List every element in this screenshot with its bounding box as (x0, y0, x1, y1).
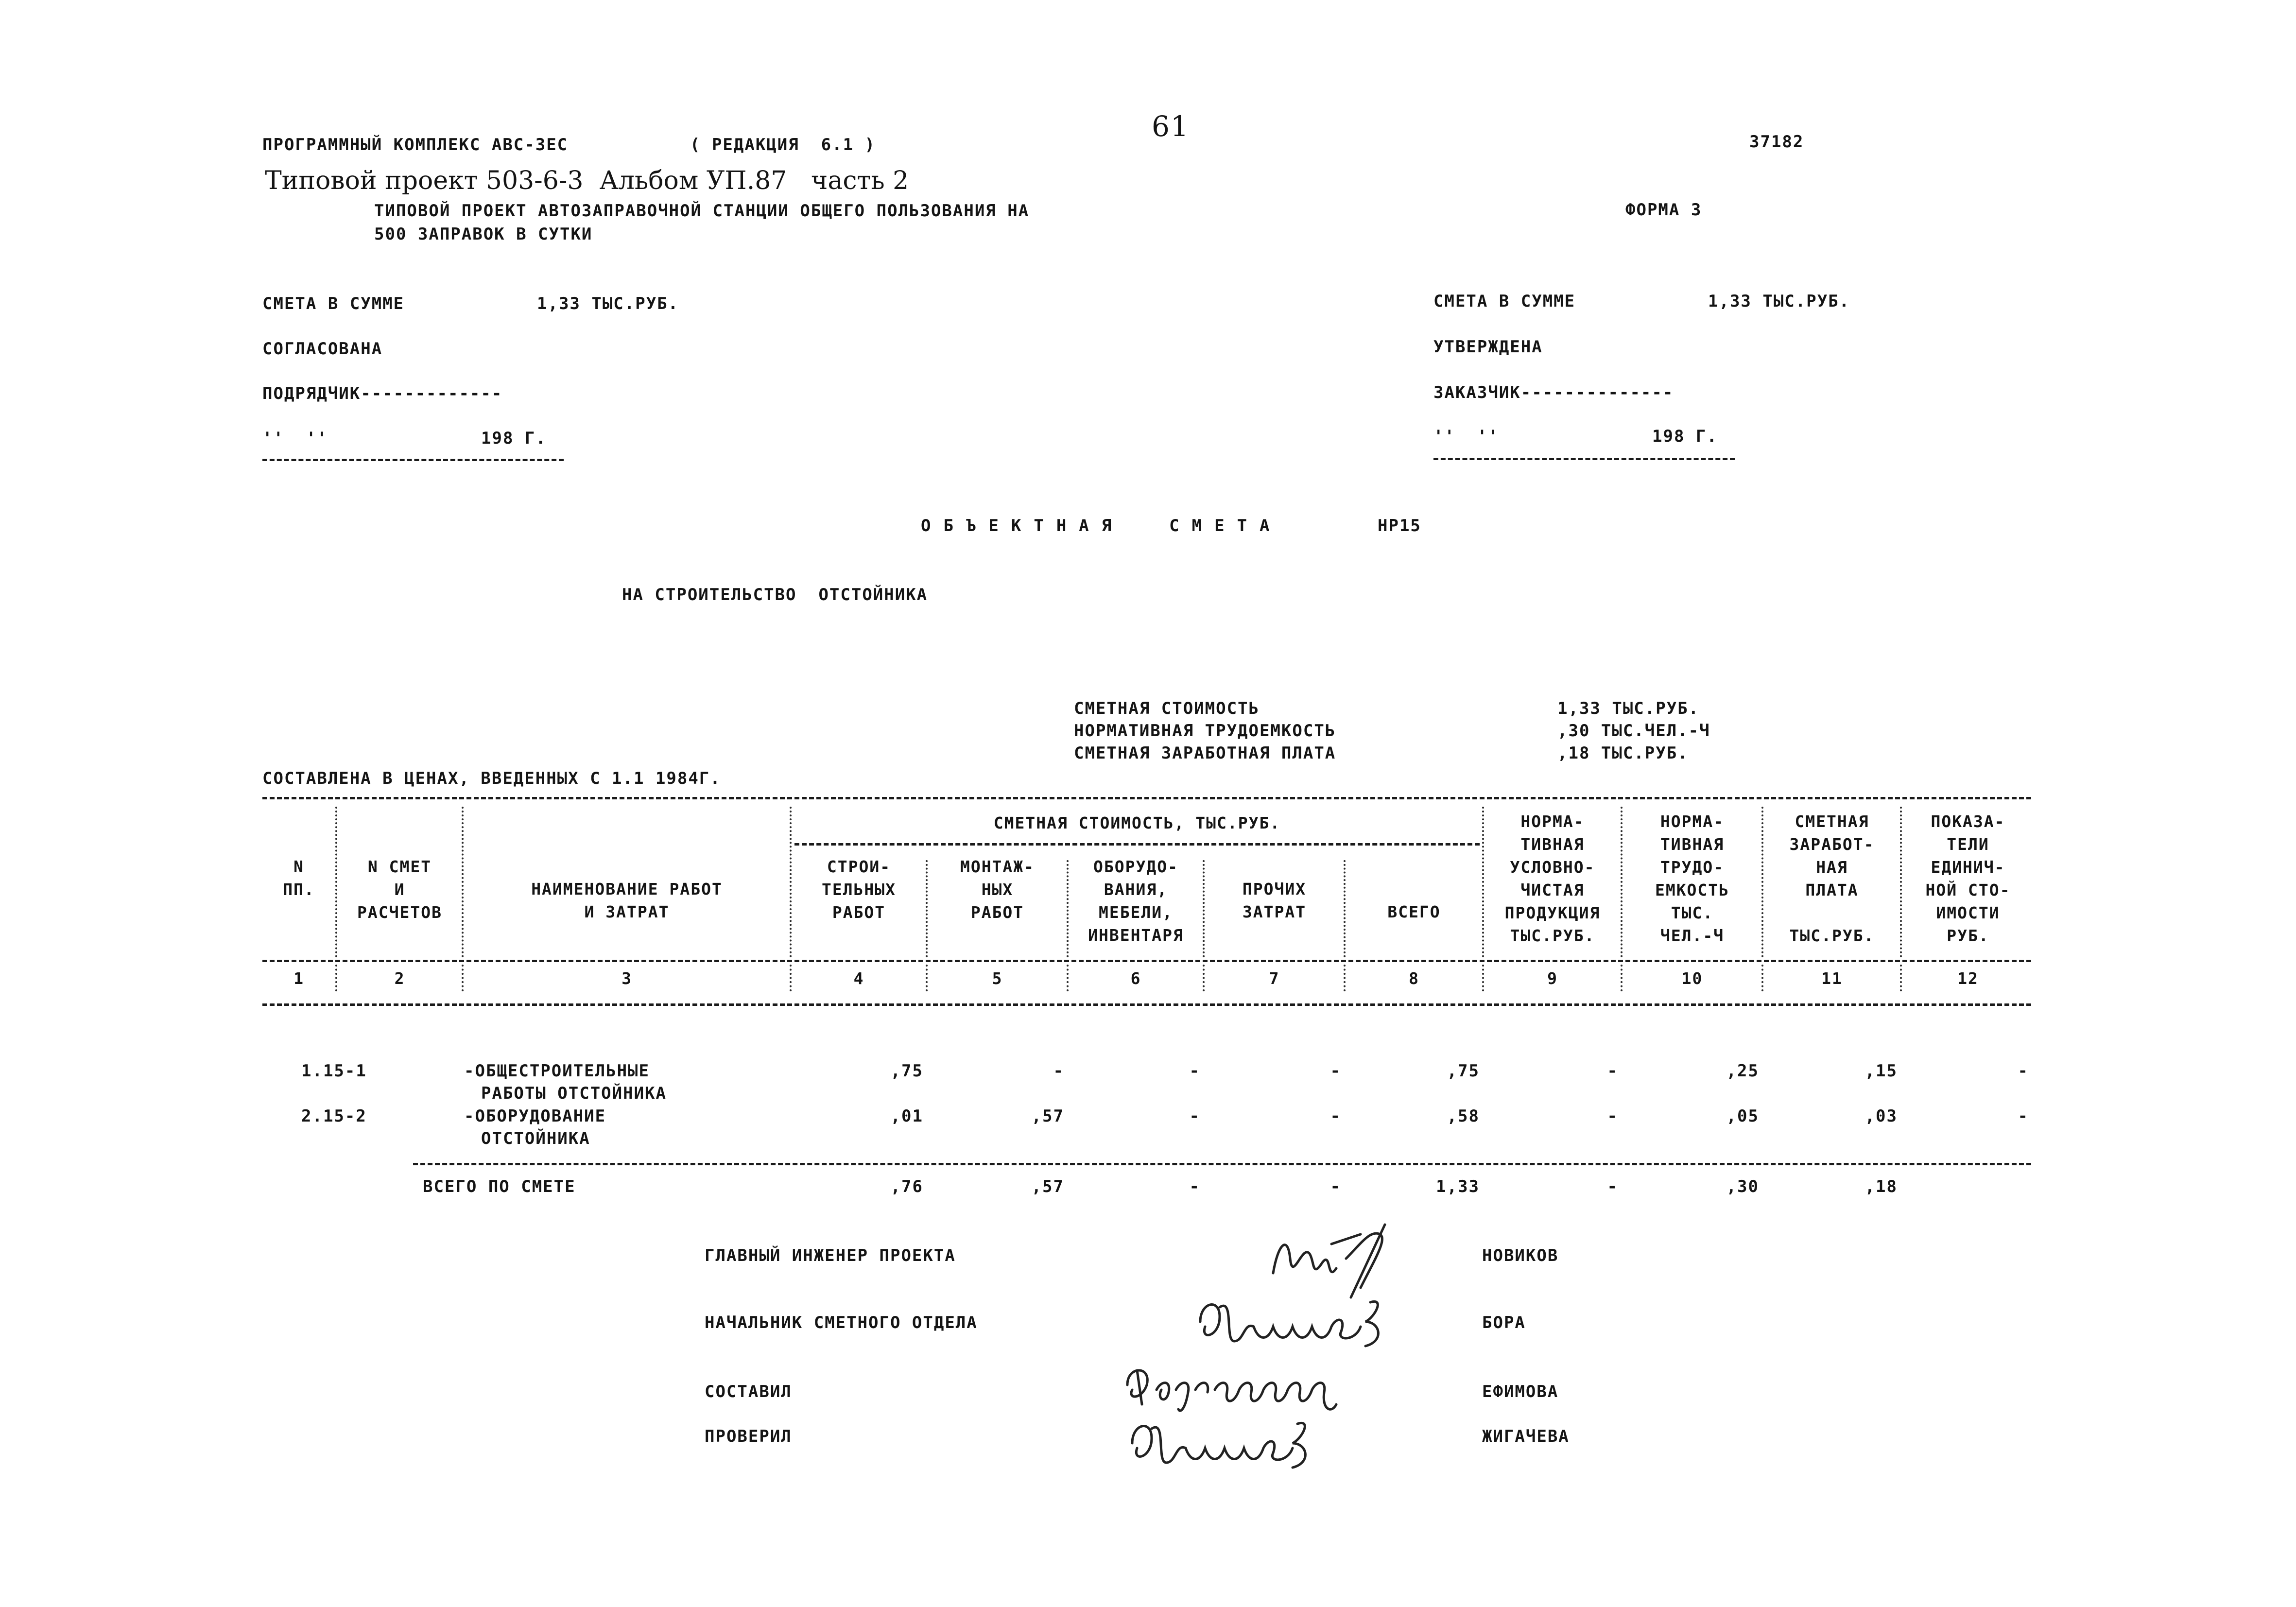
summary-value-cost: 1,33 ТЫС.РУБ. (1557, 699, 1700, 718)
col-header-wages: СМЕТНАЯ ЗАРАБОТ- НАЯ ПЛАТА ТЫС.РУБ. (1789, 812, 1875, 945)
signature-role: СОСТАВИЛ (705, 1382, 792, 1401)
document-title: ОБЪЕКТНАЯ СМЕТА (921, 516, 1282, 536)
table-top-rule (262, 797, 2031, 799)
total-labor: ,30 (1726, 1177, 1759, 1196)
left-date-quotes: '' '' (262, 429, 328, 448)
right-sum-value: 1,33 ТЫС.РУБ. (1708, 292, 1850, 311)
summary-label-labor: НОРМАТИВНАЯ ТРУДОЕМКОСТЬ (1074, 721, 1336, 741)
col-separator (1203, 965, 1205, 991)
cell-net-output: - (1607, 1061, 1618, 1081)
left-sum-value: 1,33 ТЫС.РУБ. (537, 294, 679, 313)
cell-equipment: - (1189, 1061, 1200, 1081)
total-installation: ,57 (1031, 1177, 1064, 1196)
right-party: ЗАКАЗЧИК-------------- (1433, 383, 1674, 402)
project-description-1: ТИПОВОЙ ПРОЕКТ АВТОЗАПРАВОЧНОЙ СТАНЦИИ ОБЩЕГО ПОЛЬЗОВАНИЯ НА (374, 201, 1030, 221)
col-header-total: ВСЕГО (1387, 902, 1441, 921)
col-separator (1344, 965, 1346, 991)
row-name-line1: -ОБОРУДОВАНИЕ (464, 1106, 606, 1126)
total-net-output: - (1607, 1177, 1618, 1196)
row-name-line2: РАБОТЫ ОТСТОЙНИКА (481, 1084, 667, 1103)
signature-name: БОРА (1482, 1313, 1526, 1332)
row-code: 2.15-2 (301, 1106, 367, 1126)
document-number-code: НР15 (1378, 516, 1421, 536)
cell-net-output: - (1607, 1106, 1618, 1126)
col-number: 4 (853, 969, 864, 988)
col-header-name: НАИМЕНОВАНИЕ РАБОТ И ЗАТРАТ (531, 880, 723, 921)
left-sum-label: СМЕТА В СУММЕ (262, 294, 405, 313)
col-number: 6 (1130, 969, 1141, 988)
group-header-cost: СМЕТНАЯ СТОИМОСТЬ, ТЫС.РУБ. (993, 813, 1281, 832)
row-code: 1.15-1 (301, 1061, 367, 1081)
col-number: 11 (1821, 969, 1843, 988)
col-separator (1761, 965, 1763, 991)
total-label: ВСЕГО ПО СМЕТЕ (423, 1177, 576, 1196)
cell-total: ,58 (1447, 1106, 1480, 1126)
project-line: Типовой проект 503-6-3 Альбом УП.87 часть 2 (265, 166, 909, 195)
col-separator (926, 965, 928, 991)
cell-construction: ,01 (890, 1106, 923, 1126)
summary-value-labor: ,30 ТЫС.ЧЕЛ.-Ч (1557, 721, 1710, 741)
cell-installation: - (1053, 1061, 1064, 1081)
col-number: 10 (1681, 969, 1703, 988)
col-separator (790, 807, 792, 957)
signature-role: ГЛАВНЫЙ ИНЖЕНЕР ПРОЕКТА (705, 1246, 956, 1265)
col-header-number: N ПП. (283, 857, 315, 899)
col-header-labor: НОРМА- ТИВНАЯ ТРУДО- ЕМКОСТЬ ТЫС. ЧЕЛ.-Ч (1655, 812, 1730, 945)
col-separator (1900, 965, 1902, 991)
col-separator (1203, 860, 1205, 957)
right-sum-label: СМЕТА В СУММЕ (1433, 292, 1576, 311)
col-separator (335, 965, 337, 991)
col-separator (1761, 807, 1763, 957)
cell-wages: ,03 (1864, 1106, 1898, 1126)
right-date-quotes: '' '' (1433, 427, 1499, 446)
row-name-line1: -ОБЩЕСТРОИТЕЛЬНЫЕ (464, 1061, 650, 1081)
row-name-line2: ОТСТОЙНИКА (481, 1129, 590, 1148)
col-number: 7 (1269, 969, 1280, 988)
handwritten-signature-reviewer (1118, 1404, 1322, 1477)
cell-unit-cost: - (2018, 1106, 2029, 1126)
prices-note: СОСТАВЛЕНА В ЦЕНАХ, ВВЕДЕННЫХ С 1.1 1984Г. (262, 769, 721, 788)
col-number: 2 (394, 969, 405, 988)
right-date-line (1433, 458, 1735, 460)
col-header-installation: МОНТАЖ- НЫХ РАБОТ (960, 857, 1035, 922)
right-date-year: 198 Г. (1652, 427, 1718, 446)
col-header-equipment: ОБОРУДО- ВАНИЯ, МЕБЕЛИ, ИНВЕНТАРЯ (1088, 857, 1184, 945)
group-header-rule (794, 843, 1480, 846)
cell-other: - (1330, 1061, 1341, 1081)
total-wages: ,18 (1864, 1177, 1898, 1196)
col-separator (1482, 807, 1484, 957)
col-separator (462, 807, 464, 957)
col-number: 5 (992, 969, 1003, 988)
summary-value-wages: ,18 ТЫС.РУБ. (1557, 743, 1689, 763)
program-name: ПРОГРАММНЫЙ КОМПЛЕКС АВС-3ЕС (262, 135, 569, 155)
summary-label-wages: СМЕТНАЯ ЗАРАБОТНАЯ ПЛАТА (1074, 743, 1336, 763)
col-separator (1621, 965, 1623, 991)
document-subtitle: НА СТРОИТЕЛЬСТВО ОТСТОЙНИКА (622, 585, 928, 605)
page-number: 61 (1152, 110, 1190, 143)
total-construction: ,76 (890, 1177, 923, 1196)
col-header-net-output: НОРМА- ТИВНАЯ УСЛОВНО- ЧИСТАЯ ПРОДУКЦИЯ ТЫС.РУБ. (1504, 812, 1601, 945)
left-date-year: 198 Г. (481, 429, 547, 448)
col-separator (1900, 807, 1902, 957)
col-number: 9 (1547, 969, 1558, 988)
col-number: 1 (293, 969, 304, 988)
project-description-2: 500 ЗАПРАВОК В СУТКИ (374, 225, 593, 244)
form-label: ФОРМА 3 (1625, 200, 1702, 220)
signature-name: ЕФИМОВА (1482, 1382, 1559, 1401)
col-separator (790, 965, 792, 991)
signature-role: ПРОВЕРИЛ (705, 1427, 792, 1446)
signature-name: ЖИГАЧЕВА (1482, 1427, 1570, 1446)
cell-labor: ,25 (1726, 1061, 1759, 1081)
summary-label-cost: СМЕТНАЯ СТОИМОСТЬ (1074, 699, 1260, 718)
col-header-estimate: N СМЕТ И РАСЧЕТОВ (357, 857, 442, 922)
cell-wages: ,15 (1864, 1061, 1898, 1081)
left-party: ПОДРЯДЧИК------------- (262, 384, 503, 403)
handwritten-signature-estimate-head (1191, 1288, 1395, 1361)
col-separator (1621, 807, 1623, 957)
total-total: 1,33 (1436, 1177, 1480, 1196)
left-date-line (262, 459, 564, 461)
col-header-unit-cost: ПОКАЗА- ТЕЛИ ЕДИНИЧ- НОЙ СТО- ИМОСТИ РУБ. (1925, 812, 2011, 945)
col-number: 3 (621, 969, 632, 988)
cell-other: - (1330, 1106, 1341, 1126)
program-edition: ( РЕДАКЦИЯ 6.1 ) (690, 135, 876, 155)
col-number: 8 (1409, 969, 1419, 988)
cell-unit-cost: - (2018, 1061, 2029, 1081)
col-separator (1067, 965, 1069, 991)
total-other: - (1330, 1177, 1341, 1196)
col-separator (1482, 965, 1484, 991)
col-separator (462, 965, 464, 991)
cell-construction: ,75 (890, 1061, 923, 1081)
document-number: 37182 (1749, 132, 1804, 152)
signature-name: НОВИКОВ (1482, 1246, 1559, 1265)
total-equipment: - (1189, 1177, 1200, 1196)
col-header-other: ПРОЧИХ ЗАТРАТ (1242, 880, 1307, 921)
cell-labor: ,05 (1726, 1106, 1759, 1126)
cell-equipment: - (1189, 1106, 1200, 1126)
col-separator (926, 860, 928, 957)
right-status: УТВЕРЖДЕНА (1433, 337, 1543, 357)
col-header-construction: СТРОИ- ТЕЛЬНЫХ РАБОТ (821, 857, 897, 922)
table-header-rule (262, 960, 2031, 962)
table-numbers-rule (262, 1003, 2031, 1006)
col-separator (1067, 860, 1069, 957)
col-number: 12 (1957, 969, 1979, 988)
signature-role: НАЧАЛЬНИК СМЕТНОГО ОТДЕЛА (705, 1313, 978, 1332)
cell-total: ,75 (1447, 1061, 1480, 1081)
col-separator (335, 807, 337, 957)
table-total-rule (413, 1163, 2031, 1165)
cell-installation: ,57 (1031, 1106, 1064, 1126)
left-status: СОГЛАСОВАНА (262, 339, 383, 359)
col-separator (1344, 860, 1346, 957)
